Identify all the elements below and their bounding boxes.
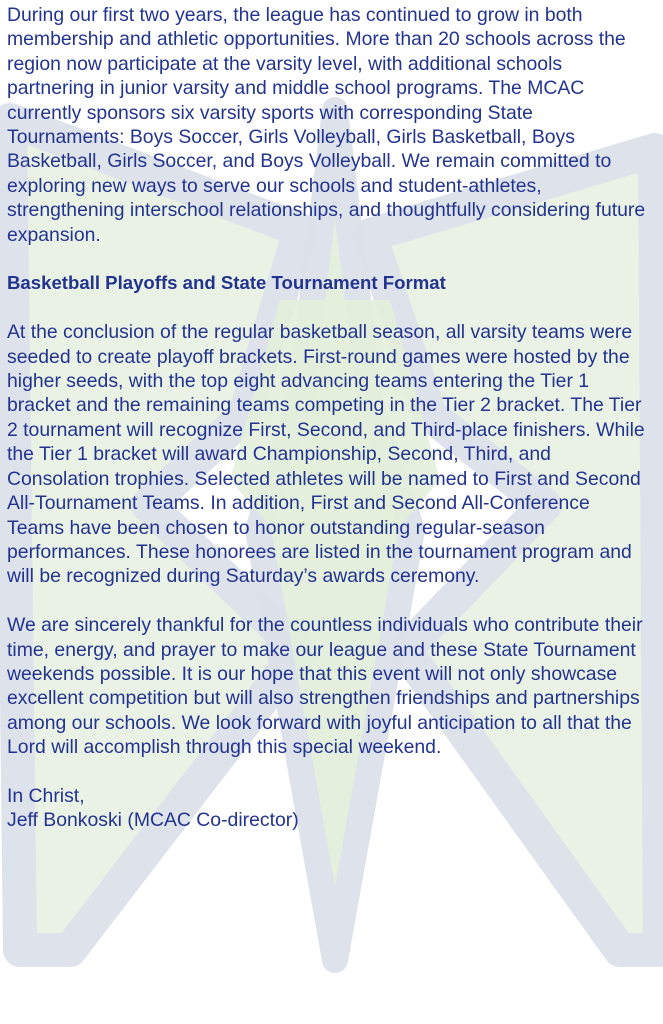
format-paragraph: At the conclusion of the regular basketball season, all varsity teams were seeded to create playoff brackets. First-round games were hosted by the higher seeds, with the top eight advancing teams entering the Tier 1 bracket and the remaining teams competing in the Tier 2 bracket. The Tier 2 tournament will recognize First, Second, and Third-place finishers. While the Tier 1 bracket will award Championship, Second, Third, and Consolation trophies. Selected athletes will be named to First and Second All-Tournament Teams. In addition, First and Second All-Conference Teams have been chosen to honor outstanding regular-season performances. These honorees are listed in the tournament program and will be recognized during Saturday’s awards ceremony. [7, 321, 645, 588]
paragraph-spacer [7, 296, 649, 320]
intro-paragraph: During our first two years, the league has continued to grow in both membership and athletic opportunities. More than 20 schools across the region now participate at the varsity level, with additional schools partnering in junior varsity and middle school programs. The MCAC currently sponsors six varsity sports with corresponding State Tournaments: Boys Soccer, Girls Volleyball, Girls Basketball, Boys Basketball, Girls Soccer, and Boys Volleyball. We remain committed to exploring new ways to serve our schools and student-athletes, strengthening interschool relationships, and thoughtfully considering future expansion. [7, 4, 646, 246]
section-heading: Basketball Playoffs and State Tournament Format [7, 272, 446, 294]
signature-line: Jeff Bonkoski (MCAC Co-director) [7, 809, 299, 832]
thanks-paragraph: We are sincerely thankful for the countless individuals who contribute their time, energy, and prayer to make our league and these State Tournament weekends possible. It is our hope that this event will not only showcase excellent competition but will also strengthen friendships and partnerships among our schools. We look forward with joyful anticipation to all that the Lord will accomplish through this special weekend. [7, 614, 643, 759]
paragraph-spacer [7, 247, 649, 271]
closing-line: In Christ, [7, 784, 85, 807]
paragraph-spacer [7, 760, 649, 784]
paragraph-spacer [7, 589, 649, 613]
